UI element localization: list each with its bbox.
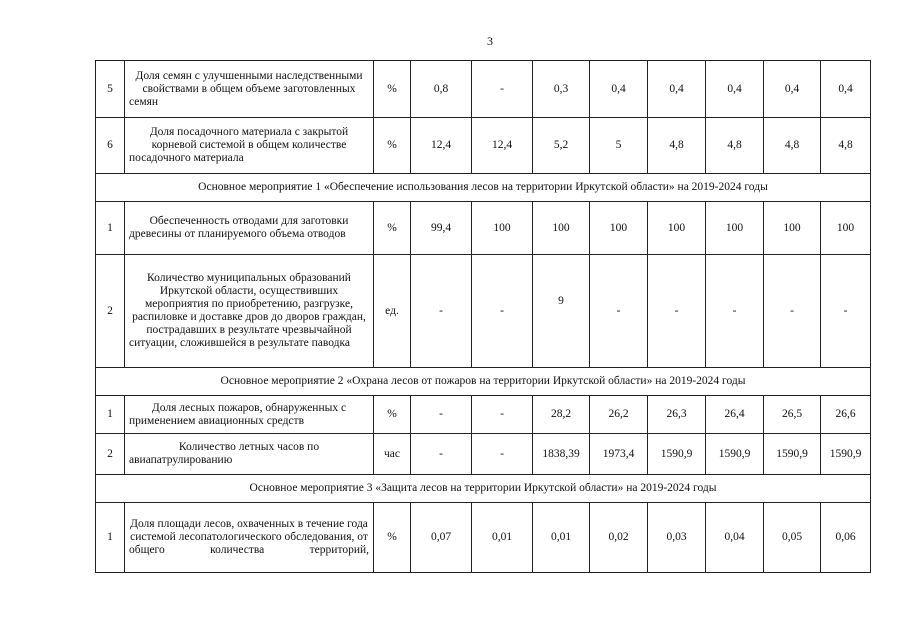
value-cell: - — [821, 255, 871, 368]
value-cell: 0,4 — [648, 61, 706, 118]
row-number: 1 — [96, 396, 125, 434]
indicator-name: Доля посадочного материала с закрытой корневой системой в общем количестве посадочного материала — [125, 118, 374, 174]
value-cell: 100 — [472, 202, 533, 255]
value-cell: 0,4 — [590, 61, 648, 118]
value-cell: 0,3 — [533, 61, 590, 118]
value-cell: 0,4 — [821, 61, 871, 118]
table-row — [96, 202, 871, 255]
unit-cell: ед. — [374, 255, 411, 368]
table-row — [96, 434, 871, 475]
section-row — [96, 475, 871, 503]
value-cell: 1590,9 — [821, 434, 871, 475]
value-cell: 0,02 — [590, 503, 648, 573]
unit-cell: % — [374, 503, 411, 573]
unit-cell: % — [374, 61, 411, 118]
value-cell: 26,4 — [706, 396, 764, 434]
value-cell: 9 — [533, 255, 590, 368]
value-cell: - — [411, 396, 472, 434]
indicator-name: Доля лесных пожаров, обнаруженных с применением авиационных средств — [125, 396, 374, 434]
value-cell: 0,05 — [764, 503, 821, 573]
value-cell: 0,01 — [533, 503, 590, 573]
value-cell: 4,8 — [764, 118, 821, 174]
row-number: 1 — [96, 503, 125, 573]
row-number: 1 — [96, 202, 125, 255]
unit-cell: % — [374, 118, 411, 174]
value-cell: 100 — [648, 202, 706, 255]
value-cell: 0,4 — [706, 61, 764, 118]
section-title: Основное мероприятие 2 «Охрана лесов от пожаров на территории Иркутской области» на 2019-2024 годы — [96, 368, 871, 396]
row-number: 2 — [96, 434, 125, 475]
value-cell: - — [472, 255, 533, 368]
value-cell: 4,8 — [706, 118, 764, 174]
table-row — [96, 503, 871, 573]
indicators-table — [95, 60, 871, 573]
value-cell: 0,03 — [648, 503, 706, 573]
value-cell: 12,4 — [411, 118, 472, 174]
indicator-name: Доля семян с улучшенными наследственными свойствами в общем объеме заготовленных семян — [125, 61, 374, 118]
unit-cell: % — [374, 396, 411, 434]
value-cell: 1590,9 — [764, 434, 821, 475]
value-cell: 100 — [706, 202, 764, 255]
table-row — [96, 396, 871, 434]
value-cell: 0,01 — [472, 503, 533, 573]
value-cell: - — [590, 255, 648, 368]
value-cell: 99,4 — [411, 202, 472, 255]
value-cell: - — [472, 434, 533, 475]
value-cell: 5,2 — [533, 118, 590, 174]
value-cell: 26,6 — [821, 396, 871, 434]
value-cell: 100 — [533, 202, 590, 255]
value-cell: 1973,4 — [590, 434, 648, 475]
value-cell: 100 — [764, 202, 821, 255]
table-row — [96, 61, 871, 118]
value-cell: 28,2 — [533, 396, 590, 434]
value-cell: 1838,39 — [533, 434, 590, 475]
value-cell: 5 — [590, 118, 648, 174]
value-cell: 1590,9 — [706, 434, 764, 475]
value-cell: 4,8 — [821, 118, 871, 174]
section-row — [96, 368, 871, 396]
value-cell: 0,8 — [411, 61, 472, 118]
table-row — [96, 118, 871, 174]
row-number: 5 — [96, 61, 125, 118]
value-cell: 1590,9 — [648, 434, 706, 475]
unit-cell: % — [374, 202, 411, 255]
section-title: Основное мероприятие 1 «Обеспечение использования лесов на территории Иркутской области» на 2019-2024 годы — [96, 174, 871, 202]
value-cell: 26,5 — [764, 396, 821, 434]
indicator-name: Обеспеченность отводами для заготовки древесины от планируемого объема отводов — [125, 202, 374, 255]
table-row — [96, 255, 871, 368]
value-cell: 12,4 — [472, 118, 533, 174]
value-cell: - — [472, 396, 533, 434]
page-number: 3 — [487, 34, 493, 48]
row-number: 2 — [96, 255, 125, 368]
value-cell: 0,06 — [821, 503, 871, 573]
value-cell: 4,8 — [648, 118, 706, 174]
value-cell: 100 — [821, 202, 871, 255]
value-cell: - — [411, 255, 472, 368]
value-cell: - — [411, 434, 472, 475]
value-cell: 26,2 — [590, 396, 648, 434]
row-number: 6 — [96, 118, 125, 174]
indicator-name: Доля площади лесов, охваченных в течение года системой лесопатологического обследования, от общего количества территорий, — [125, 503, 374, 573]
value-cell: - — [764, 255, 821, 368]
indicator-name: Количество летных часов по авиапатрулированию — [125, 434, 374, 475]
value-cell: 100 — [590, 202, 648, 255]
indicator-name: Количество муниципальных образований Иркутской области, осуществивших мероприятия по приобретению, разгрузке, распиловке и доставке дров до дворов граждан, пострадавших в результате чрезвычайной ситуации, сложившейся в результате паводка — [125, 255, 374, 368]
value-cell: 0,04 — [706, 503, 764, 573]
value-cell: - — [706, 255, 764, 368]
section-title: Основное мероприятие 3 «Защита лесов на территории Иркутской области» на 2019-2024 годы — [96, 475, 871, 503]
value-cell: - — [472, 61, 533, 118]
value-cell: 0,07 — [411, 503, 472, 573]
value-cell: 0,4 — [764, 61, 821, 118]
section-row — [96, 174, 871, 202]
value-cell: 26,3 — [648, 396, 706, 434]
unit-cell: час — [374, 434, 411, 475]
value-cell: - — [648, 255, 706, 368]
